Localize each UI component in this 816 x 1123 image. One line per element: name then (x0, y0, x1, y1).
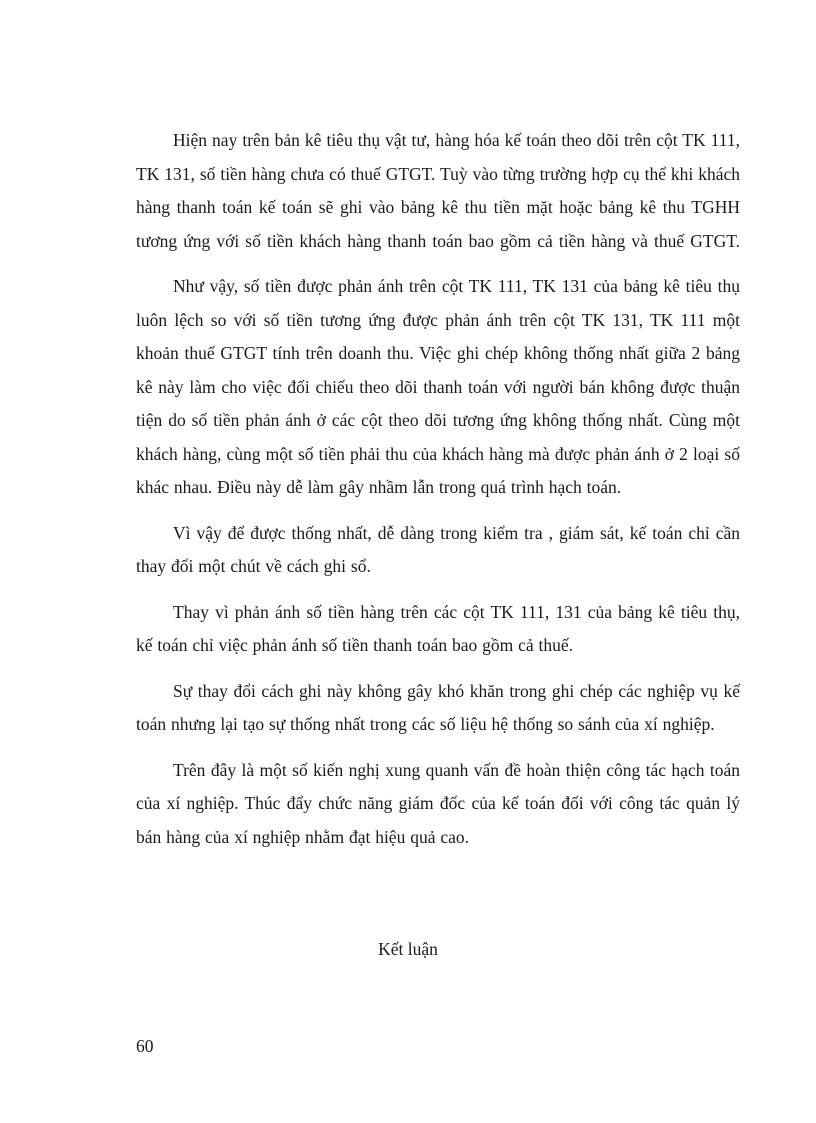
paragraph-2: Như vậy, số tiền được phản ánh trên cột TK 111, TK 131 của bảng kê tiêu thụ luôn lệch so với số tiền tương ứng được phản ánh trên cột TK 131, TK 111 một khoản thuế GTGT tính trên doanh thu. Việc ghi chép không thống nhất giữa 2 bảng kê này làm cho việc đối chiếu theo dõi thanh toán với người bán không được thuận tiện do số tiền phản ánh ở các cột theo dõi tương ứng không thống nhất. Cùng một khách hàng, cùng một số tiền phải thu của khách hàng mà được phản ánh ở 2 loại số khác nhau. Điều này dễ làm gây nhầm lẫn trong quá trình hạch toán. (136, 276, 740, 497)
paragraph-3: Vì vậy để được thống nhất, dễ dàng trong kiểm tra , giám sát, kế toán chỉ cần thay đổi một chút về cách ghi sổ. (136, 522, 740, 576)
page-number: 60 (136, 1036, 154, 1056)
section-heading: Kết luận (378, 939, 438, 959)
paragraph-5: Sự thay đổi cách ghi này không gây khó khăn trong ghi chép các nghiệp vụ kế toán nhưng lại tạo sự thống nhất trong các số liệu hệ thống so sánh của xí nghiệp. (136, 680, 740, 734)
document-body (136, 124, 740, 866)
paragraph-1: Hiện nay trên bản kê tiêu thụ vật tư, hàng hóa kế toán theo dõi trên cột TK 111, TK 131, số tiền hàng chưa có thuế GTGT. Tuỳ vào từng trường hợp cụ thể khi khách hàng thanh toán kế toán sẽ ghi vào bảng kê thu tiền mặt hoặc bảng kê thu TGHH tương ứng với số tiền khách hàng thanh toán bao gồm cả tiền hàng và thuế GTGT. (136, 130, 740, 251)
paragraph-4: Thay vì phản ánh số tiền hàng trên các cột TK 111, 131 của bảng kê tiêu thụ, kế toán chỉ việc phản ánh số tiền thanh toán bao gồm cả thuế. (136, 601, 740, 655)
paragraph-6: Trên đây là một số kiến nghị xung quanh vấn đề hoàn thiện công tác hạch toán của xí nghiệp. Thúc đẩy chức năng giám đốc của kế toán đối với công tác quản lý bán hàng của xí nghiệp nhằm đạt hiệu quả cao. (136, 759, 740, 847)
